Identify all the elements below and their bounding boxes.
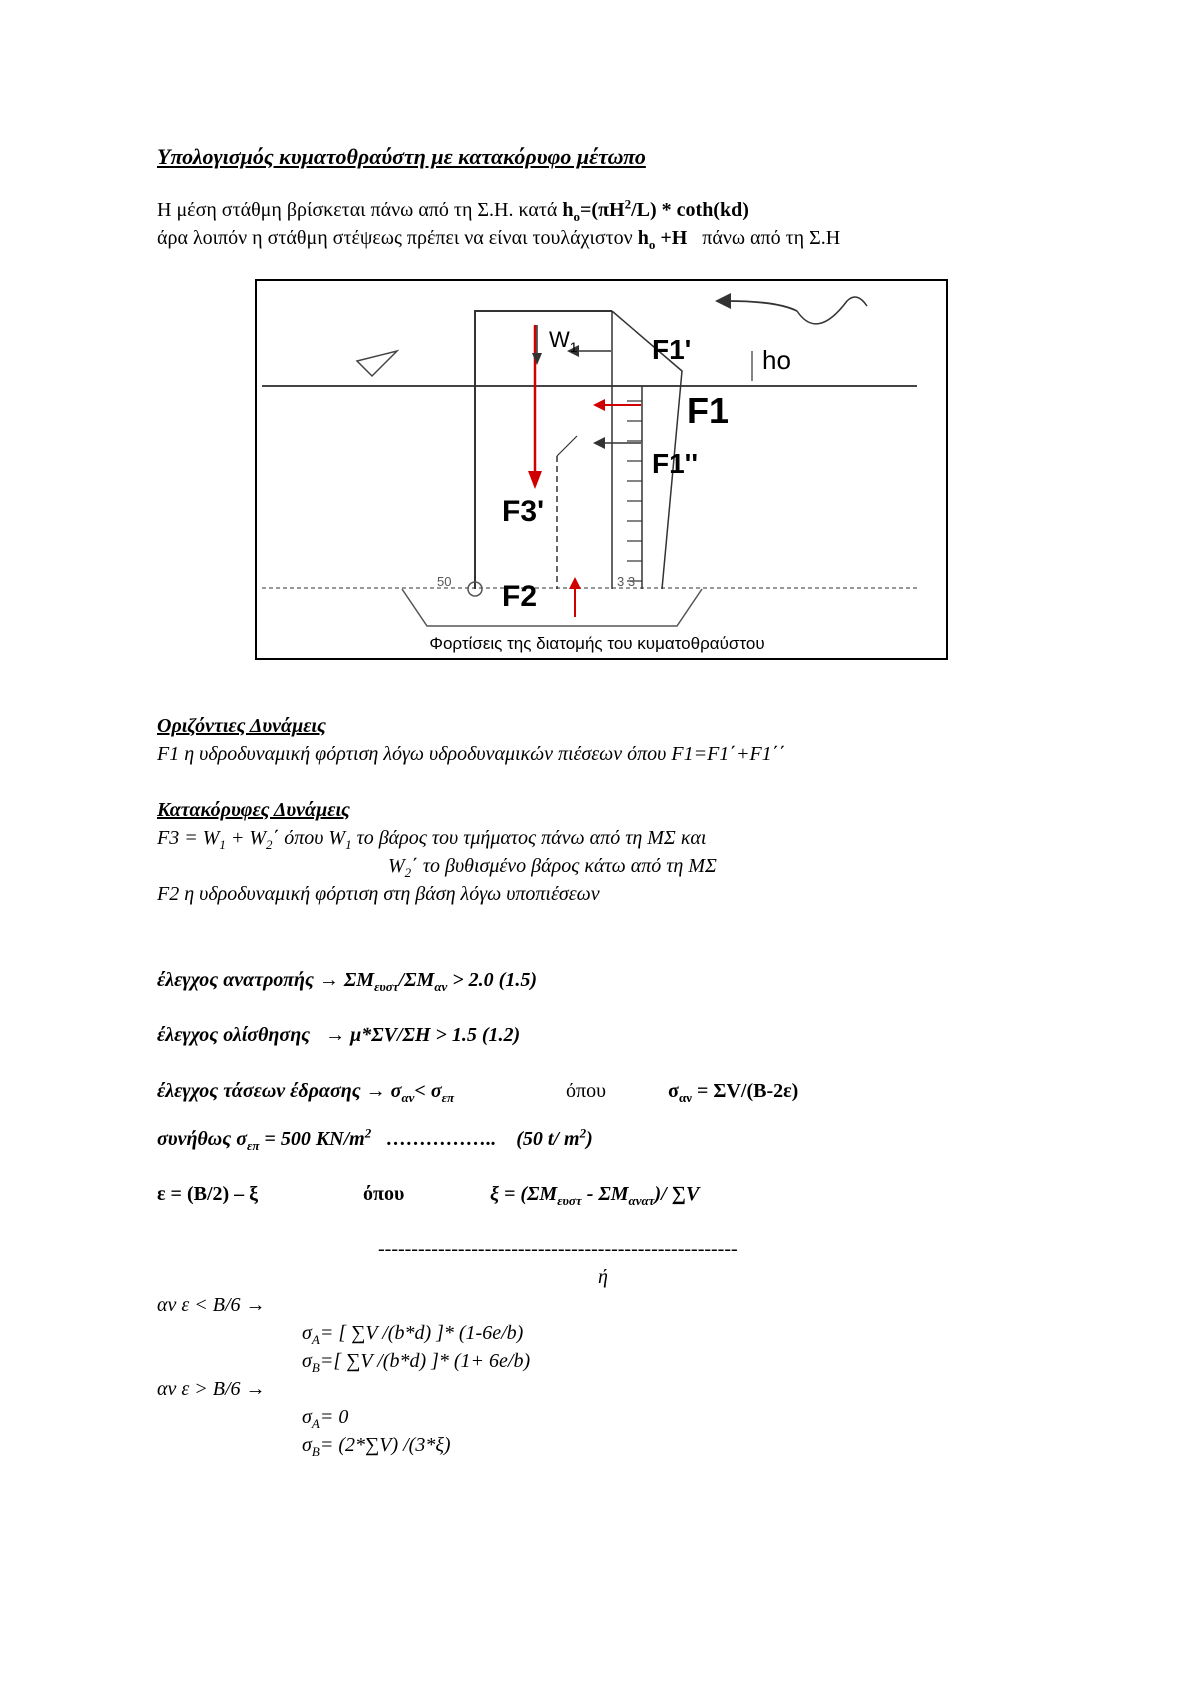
usual-sub: επ — [246, 1138, 260, 1153]
intro-line-1-text: Η μέση στάθμη βρίσκεται πάνω από τη Σ.Η. κατά — [157, 199, 558, 221]
usual-alt-sup: 2 — [579, 1125, 587, 1141]
usual-alt-end: ) — [586, 1128, 593, 1150]
bearing-s3: σ — [668, 1080, 679, 1102]
xi-sub1: ευστ — [557, 1193, 582, 1208]
label-f3: F3' — [502, 495, 545, 528]
bearing-s1-sub: αν — [401, 1090, 415, 1105]
ov-sub2: αν — [434, 979, 448, 994]
f1pp-arrowhead — [593, 437, 605, 449]
sliding-check — [157, 1023, 520, 1047]
formula-rest: =(πH — [580, 199, 625, 221]
wave-curve — [797, 297, 867, 324]
f3-c: ΄ όπου W — [272, 827, 346, 849]
intro-line-2 — [157, 226, 840, 250]
bearing-formula-text: = ΣV/(B-2ε) — [691, 1080, 799, 1102]
f3-leader — [557, 436, 577, 456]
case-2: αν ε > B/6 → — [157, 1378, 266, 1400]
formula-h: h — [562, 199, 574, 221]
xi-formula — [490, 1182, 699, 1206]
label-base-left: 50 — [437, 574, 452, 589]
sliding-label: έλεγχος ολίσθησης — [157, 1024, 311, 1046]
vertical-f2-line: F2 η υδροδυναμική φόρτιση στη βάση λόγω υποπιέσεων — [157, 883, 600, 905]
usual-sup: 2 — [364, 1125, 372, 1141]
c2-sb-b: = (2*∑V) /(3*ξ) — [319, 1434, 451, 1456]
vertical-f3-line — [157, 826, 706, 850]
wave-direction-arrow — [727, 301, 797, 311]
w2-b: ΄ το βυθισμένο βάρος κάτω από τη ΜΣ — [411, 855, 717, 877]
arrow-icon: → — [318, 969, 339, 991]
bearing-s1: σ — [390, 1080, 402, 1102]
bearing-formula — [668, 1079, 798, 1103]
c2-sa-a: σ — [302, 1406, 312, 1428]
page-title: Υπολογισμός κυματοθραύστη με κατακόρυφο μέτωπο — [157, 144, 646, 169]
eps-formula: ε = (B/2) – ξ — [157, 1183, 259, 1205]
f3-d: το βάρος του τμήματος πάνω από τη ΜΣ και — [351, 827, 707, 849]
case-2-sigma-b — [302, 1433, 451, 1457]
c1-sa-a: σ — [302, 1322, 312, 1344]
ov-mid: /ΣΜ — [398, 969, 435, 991]
f1-arrowhead — [593, 399, 605, 411]
c1-sb-a: σ — [302, 1350, 312, 1372]
horizontal-heading: Οριζόντιες Δυνάμεις — [157, 715, 326, 737]
label-w1: $W_1$ — [549, 327, 578, 355]
label-f1: F1 — [687, 390, 730, 431]
c2-sa-sub: A — [311, 1416, 320, 1431]
bearing-s3-sub: αν — [678, 1090, 692, 1105]
bearing-label: έλεγχος τάσεων έδρασης — [157, 1080, 361, 1102]
usual-alt: (50 t/ m — [516, 1128, 580, 1150]
xi-a: ξ = (ΣΜ — [490, 1183, 558, 1205]
line2-h: h — [637, 227, 649, 249]
usual-stress — [157, 1127, 593, 1151]
f2-arrowhead — [569, 577, 581, 589]
usual-dots: …………….. — [386, 1128, 497, 1150]
intro-formula — [562, 196, 749, 224]
line2-plus: +H — [660, 227, 688, 249]
label-f1p: F1' — [652, 334, 692, 365]
w2-a: W — [388, 855, 405, 877]
line2-h-sub: o — [648, 237, 656, 252]
bearing-where: όπου — [566, 1080, 606, 1102]
overturning-label: έλεγχος ανατροπής — [157, 969, 314, 991]
usual-label: συνήθως σ — [157, 1128, 247, 1150]
xi-b: - ΣΜ — [581, 1183, 629, 1205]
breakwater-figure — [255, 279, 948, 660]
c2-sb-a: σ — [302, 1434, 312, 1456]
c2-sb-sub: B — [311, 1444, 320, 1459]
usual-value: = 500 KN/m — [259, 1128, 365, 1150]
c1-sa-b: = [ ∑V /(b*d) ]* (1-6e/b) — [319, 1322, 524, 1344]
sliding-formula: μ*ΣV/ΣH > 1.5 (1.2) — [350, 1024, 521, 1046]
w1-arrowhead — [532, 353, 542, 365]
rubble-mound — [402, 589, 702, 626]
ov-formula: ΣΜ — [343, 969, 375, 991]
intro-line-1 — [157, 198, 749, 222]
ov-sub1: ευστ — [374, 979, 399, 994]
formula-end: /L) * coth(kd) — [631, 199, 749, 221]
f3-c-sub: 1 — [345, 837, 352, 852]
intro-line-2-formula — [637, 227, 688, 252]
separator: ------------------------------------------------------ — [378, 1238, 738, 1260]
case-2-sigma-a — [302, 1405, 348, 1429]
overturning-check — [157, 968, 537, 992]
arrow-icon: → — [365, 1080, 386, 1102]
case-1-sigma-b — [302, 1349, 530, 1373]
breakwater-diagram — [257, 281, 946, 658]
label-base-right: 3 3 — [617, 574, 636, 589]
f3-a: F3 = W — [157, 827, 220, 849]
label-f2: F2 — [502, 580, 538, 613]
f3-a-sub: 1 — [219, 837, 226, 852]
f3-b-sub: 2 — [266, 837, 273, 852]
case-1-sigma-a — [302, 1321, 523, 1345]
caisson-outline — [475, 311, 612, 589]
label-f1pp: F1'' — [652, 448, 698, 479]
eps-where: όπου — [363, 1183, 405, 1205]
ov-end: > 2.0 (1.5) — [447, 969, 537, 991]
case-1: αν ε < B/6 → — [157, 1294, 266, 1316]
xi-c: )/ ∑V — [654, 1183, 700, 1205]
bearing-s2-sub: επ — [441, 1090, 455, 1105]
formula-h-sub: o — [573, 209, 581, 224]
c1-sb-sub: B — [311, 1360, 320, 1375]
c2-sa-b: = 0 — [319, 1406, 349, 1428]
vertical-w2-line — [388, 854, 717, 878]
figure-caption: Φορτίσεις της διατομής του κυματοθραύστου — [429, 634, 765, 653]
intro-line-2-text: άρα λοιπόν η στάθμη στέψεως πρέπει να είναι τουλάχιστον — [157, 227, 633, 249]
water-level-marker — [357, 351, 397, 376]
or-word: ή — [598, 1266, 608, 1288]
pressure-hatching — [627, 401, 642, 581]
formula-sup: 2 — [624, 196, 632, 212]
intro-line-2-end: πάνω από τη Σ.Η — [702, 227, 841, 249]
w2-sub: 2 — [404, 865, 412, 880]
f3-b: + W — [225, 827, 267, 849]
label-ho: ho — [762, 345, 791, 375]
xi-sub2: ανατ — [628, 1193, 655, 1208]
f3-arrowhead — [528, 471, 542, 489]
vertical-heading: Κατακόρυφες Δυνάμεις — [157, 799, 350, 821]
wave-direction-arrowhead — [715, 293, 731, 309]
c1-sb-b: =[ ∑V /(b*d) ]* (1+ 6e/b) — [319, 1350, 531, 1372]
arrow-icon: → — [325, 1024, 346, 1046]
bearing-lt: < σ — [414, 1080, 442, 1102]
c1-sa-sub: A — [311, 1332, 320, 1347]
horizontal-text: F1 η υδροδυναμική φόρτιση λόγω υδροδυναμικών πιέσεων όπου F1=F1΄+F1΄΄ — [157, 743, 785, 765]
bearing-check — [157, 1079, 454, 1103]
